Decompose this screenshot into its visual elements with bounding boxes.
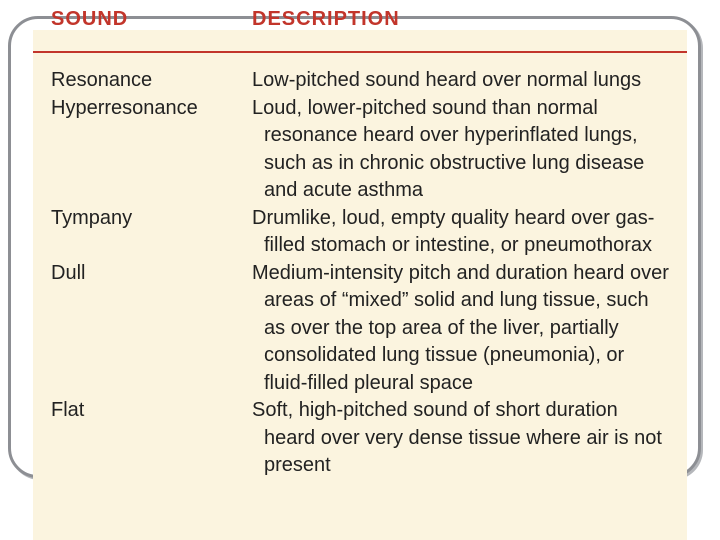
sound-hyperresonance: Hyperresonance xyxy=(51,96,198,119)
header-description: DESCRIPTION xyxy=(252,8,400,30)
description-tympany: Drumlike, loud, empty quality heard over gas-filled stomach or intestine, or pneumothorax xyxy=(252,206,655,256)
header-sound: SOUND xyxy=(51,8,129,30)
table-row-dull xyxy=(33,260,687,398)
sound-flat: Flat xyxy=(51,399,85,421)
description-dull: Medium-intensity pitch and duration heard over areas of “mixed” solid and lung tissue, such as over the top area of the liver, partially consolidated lung tissue (pneumonia), or fluid-filled pleural space xyxy=(252,261,669,394)
table-body xyxy=(33,67,687,480)
description-resonance: Low-pitched sound heard over normal lungs xyxy=(252,69,642,91)
table-row-hyperresonance xyxy=(33,95,687,205)
description-hyperresonance: Loud, lower-pitched sound than normal resonance heard over hyperinflated lungs, such as in chronic obstructive lung disease and acute asthma xyxy=(252,96,645,201)
header-divider xyxy=(33,51,687,53)
table-row-flat xyxy=(33,397,687,480)
description-flat: Soft, high-pitched sound of short duration heard over very dense tissue where air is not present xyxy=(252,399,662,476)
table-header xyxy=(33,0,687,51)
sound-dull: Dull xyxy=(51,261,86,284)
sound-tympany: Tympany xyxy=(51,206,133,229)
table-row-resonance xyxy=(33,67,687,95)
table-row-tympany xyxy=(33,205,687,260)
sound-resonance: Resonance xyxy=(51,69,153,91)
